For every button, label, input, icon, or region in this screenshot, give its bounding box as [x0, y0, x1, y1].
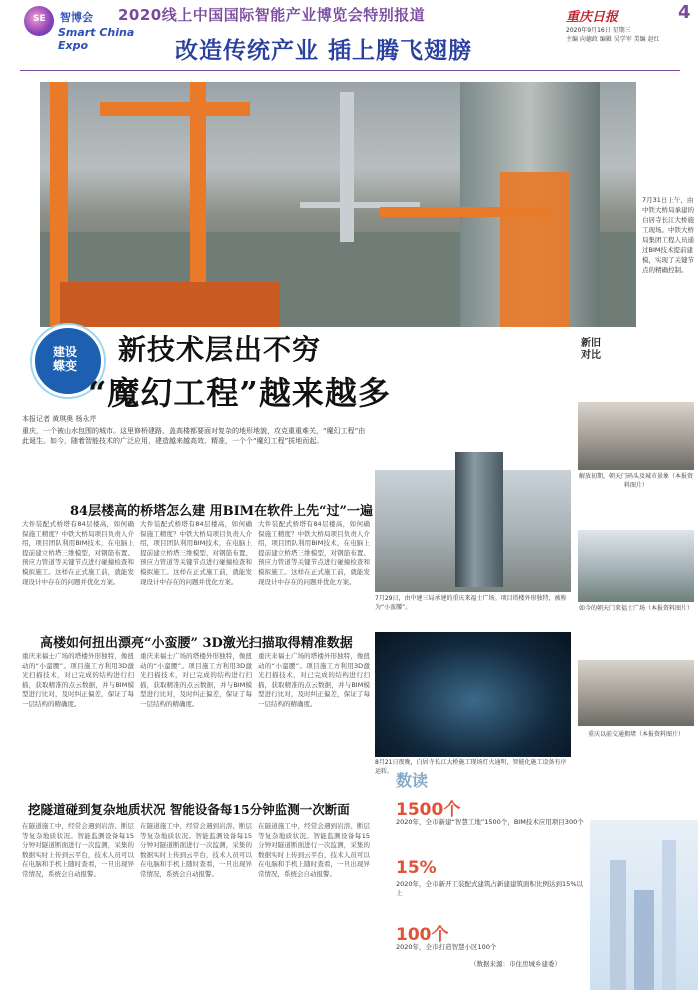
platform [60, 282, 280, 327]
badge-line-2: 蝶变 [52, 359, 77, 373]
lead-paragraph: 重庆，一个被山水包围的城市。这里修桥建路、盖高楼都要面对复杂的地形地貌，攻克重重难关，“魔幻工程”由此诞生。如今，随着智能技术的广泛应用，建造越来越高效、精准，一个个“魔幻工程”拔地而起。 [22, 427, 366, 445]
page-number: 4 [678, 2, 691, 23]
new-photo-caption: 如今的朝天门来福士广场（本报资料图片） [578, 605, 693, 612]
meta-date: 2020年9月16日 星期三 [566, 27, 631, 34]
side-tag: 新旧对比 [581, 338, 601, 361]
article-3-text-col1: 在隧道施工中，经常会遇到岩溶、断层等复杂地质状况。智能监测设备每15分钟对隧道断面进行一次监测，采集的数据实时上传到云平台，技术人员可以在电脑和手机上随时查看，一旦出现异常情况，系统会自动报警。 [22, 822, 134, 878]
night-construction-photo [375, 632, 571, 757]
data-item-3-value: 100个 [396, 925, 449, 945]
photo-caption: 7月31日上午，由中铁大桥局承建的白居寺长江大桥施工现场。中铁大桥局集团工程人员通过BIM技术提前建模，实现了关键节点的精确控制。 [642, 196, 694, 274]
meta-editors: 主编 向德政 编辑 吴学军 美编 赵红 [566, 36, 660, 43]
logo-mark-text: SE [33, 14, 46, 24]
crane-arm-2 [380, 207, 550, 217]
article-2-title: 高楼如何扭出漂亮“小蛮腰” 3D激光扫描取得精准数据 [40, 636, 353, 651]
article-1-title: 84层楼高的桥塔怎么建 用BIM在软件上先“过”一遍 [70, 504, 374, 519]
night-caption: 8月21日夜晚，白居寺长江大桥施工现场灯火通明，智能化施工设备有序运转。 [375, 759, 567, 775]
data-item-1-text: 2020年，全市新建“智慧工地”1500个，BIM技术应用项目300个 [396, 818, 584, 826]
bridge-tower [340, 92, 354, 242]
building-2 [634, 890, 654, 990]
headline-2: “魔幻工程”越来越多 [88, 374, 391, 412]
old-photo-2-caption: 重庆以前交通拥堵（本报资料图片） [587, 731, 684, 738]
crane-2 [190, 82, 206, 312]
new-photo [578, 530, 694, 602]
scaffold [500, 172, 570, 327]
data-item-3-text: 2020年，全市打造智慧小区100个 [396, 943, 497, 951]
header-divider [20, 70, 680, 71]
data-title: 数读 [396, 771, 429, 790]
building-3 [662, 840, 676, 990]
logo-en-2: Expo [58, 39, 89, 52]
old-photo-1 [578, 402, 694, 470]
headline-1: 新技术层出不穷 [118, 333, 322, 366]
data-item-2-text: 2020年，全市新开工装配式建筑占新建建筑面积比例达到15%以上 [396, 880, 583, 897]
crane-arm-1 [100, 102, 250, 116]
article-2-text-col1: 重庆来福士广场的塔楼外形独特，像扭动的“小蛮腰”。项目施工方利用3D激光扫描技术，对已完成的结构进行扫描，获取精准的点云数据，并与BIM模型进行比对，及时纠正偏差，保证了每一层结构的精确度。 [22, 652, 134, 708]
article-3-text-col3: 在隧道施工中，经常会遇到岩溶、断层等复杂地质状况。智能监测设备每15分钟对隧道断面进行一次监测，采集的数据实时上传到云平台，技术人员可以在电脑和手机上随时查看，一旦出现异常情况，系统会自动报警。 [258, 822, 370, 878]
section-badge-label [44, 345, 86, 373]
byline: 本报记者 黄琪奥 杨永芹 [22, 415, 97, 423]
article-1-text-col2: 大件装配式桥塔有84层楼高，如何确保施工精度？中铁大桥局项目负责人介绍，项目团队利用BIM技术，在电脑上提前建立桥塔三维模型，对钢筋布置、预应力管道等关键节点进行碰撞检查和模拟施工。这样在正式施工前，就能发现设计中存在的问题并优化方案。 [140, 520, 252, 586]
tower-caption: 7月29日，由中建三局承建的重庆来福士广场。项目塔楼外形独特，被称为“小蛮腰”。 [375, 595, 567, 611]
old-photo-2 [578, 660, 694, 726]
raffles-tower [455, 452, 503, 587]
logo-cn: 智博会 [60, 11, 93, 24]
data-item-2-value: 15% [396, 858, 437, 878]
article-1-text-col3: 大件装配式桥塔有84层楼高，如何确保施工精度？中铁大桥局项目负责人介绍，项目团队利用BIM技术，在电脑上提前建立桥塔三维模型，对钢筋布置、预应力管道等关键节点进行碰撞检查和模拟施工。这样在正式施工前，就能发现设计中存在的问题并优化方案。 [258, 520, 370, 586]
building-1 [610, 860, 626, 990]
data-item-1-value: 1500个 [396, 800, 461, 820]
bridge-construction-photo [40, 82, 636, 327]
banner-title: 2020线上中国国际智能产业博览会特别报道 [118, 6, 426, 24]
article-1-text-col1: 大件装配式桥塔有84层楼高，如何确保施工精度？中铁大桥局项目负责人介绍，项目团队利用BIM技术，在电脑上提前建立桥塔三维模型，对钢筋布置、预应力管道等关键节点进行碰撞检查和模拟施工。这样在正式施工前，就能发现设计中存在的问题并优化方案。 [22, 520, 134, 586]
article-3-text-col2: 在隧道施工中，经常会遇到岩溶、断层等复杂地质状况。智能监测设备每15分钟对隧道断面进行一次监测，采集的数据实时上传到云平台，技术人员可以在电脑和手机上随时查看，一旦出现异常情况，系统会自动报警。 [140, 822, 252, 878]
article-2-text-col3: 重庆来福士广场的塔楼外形独特，像扭动的“小蛮腰”。项目施工方利用3D激光扫描技术，对已完成的结构进行扫描，获取精准的点云数据，并与BIM模型进行比对，及时纠正偏差，保证了每一层结构的精确度。 [258, 652, 370, 708]
newspaper-name: 重庆日报 [566, 10, 619, 25]
article-2-text-col2: 重庆来福士广场的塔楼外形独特，像扭动的“小蛮腰”。项目施工方利用3D激光扫描技术，对已完成的结构进行扫描，获取精准的点云数据，并与BIM模型进行比对，及时纠正偏差，保证了每一层结构的精确度。 [140, 652, 252, 708]
badge-line-1: 建设 [52, 345, 77, 359]
logo-en-1: Smart China [58, 26, 135, 39]
article-3-title: 挖隧道碰到复杂地质状况 智能设备每15分钟监测一次断面 [28, 802, 350, 817]
banner-subtitle: 改造传统产业 插上腾飞翅膀 [175, 37, 473, 64]
header-meta [566, 26, 676, 44]
old-photo-1-caption: 解放初期，朝天门码头及城市景象（本报资料图片） [578, 473, 693, 489]
data-source: （数据来源：市住房城乡建委） [470, 960, 561, 968]
